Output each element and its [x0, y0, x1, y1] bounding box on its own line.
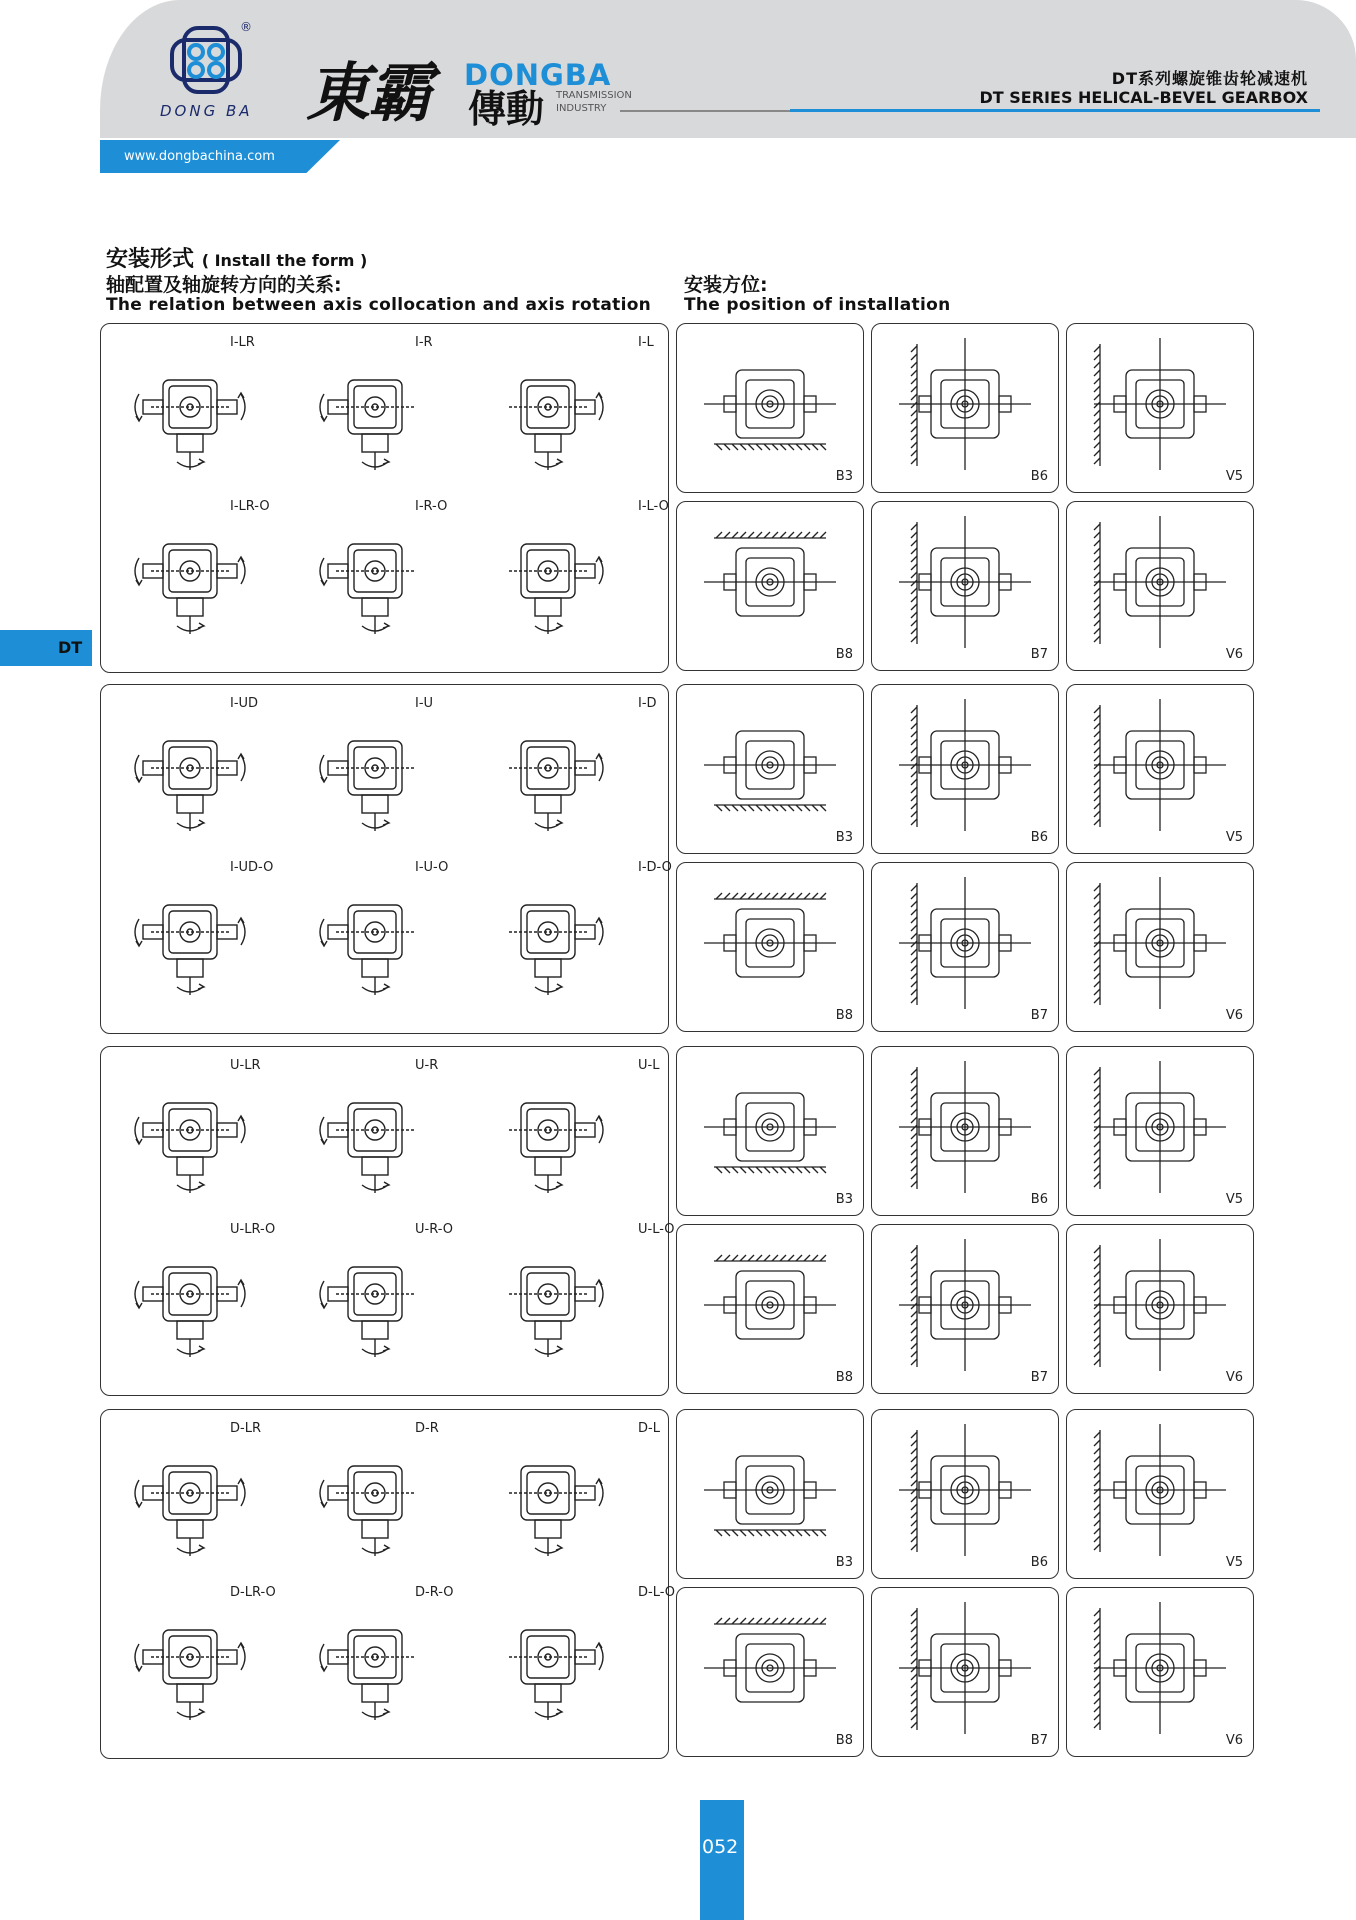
brand-sub-industry: INDUSTRY [556, 103, 607, 114]
position-code: B3 [835, 1192, 853, 1207]
arrangement-label: D-LR-O [230, 1585, 276, 1600]
arrangement-label: I-UD [230, 696, 259, 711]
series-title-en: DT SERIES HELICAL-BEVEL GEARBOX [979, 88, 1308, 107]
page-number-bar [700, 1800, 744, 1920]
section-title-cn: 安装形式 [106, 247, 195, 272]
gearbox-diagram-icon [310, 1237, 440, 1367]
position-cell [1066, 862, 1254, 1032]
position-code: B7 [1030, 1370, 1048, 1385]
position-code: B6 [1030, 469, 1048, 484]
gearbox-diagram-icon [310, 875, 440, 1005]
mounting-position-icon [872, 1410, 1058, 1578]
gearbox-diagram-icon [483, 350, 613, 480]
header-rule [620, 110, 790, 112]
arrangement-label: I-U [415, 696, 434, 711]
position-code: V6 [1225, 647, 1243, 662]
mounting-position-icon [872, 863, 1058, 1031]
arrangement-label: U-L-O [638, 1222, 675, 1237]
gearbox-diagram-icon [310, 350, 440, 480]
position-code: V6 [1225, 1370, 1243, 1385]
mounting-position-icon [872, 502, 1058, 670]
position-cell [676, 1046, 864, 1216]
gearbox-diagram-icon [483, 1600, 613, 1730]
mounting-position-icon [1067, 863, 1253, 1031]
mounting-position-icon [677, 863, 863, 1031]
mounting-position-icon [677, 1225, 863, 1393]
position-code: B6 [1030, 1192, 1048, 1207]
side-tab-label: DT [58, 638, 83, 657]
gearbox-diagram-icon [125, 1600, 255, 1730]
position-cell [676, 323, 864, 493]
left-heading-cn: 轴配置及轴旋转方向的关系: [106, 274, 342, 296]
arrangement-label: U-L [638, 1058, 660, 1073]
mounting-position-icon [1067, 1588, 1253, 1756]
right-heading-en: The position of installation [684, 295, 951, 315]
position-code: V6 [1225, 1733, 1243, 1748]
brand-sub-transmission: TRANSMISSION [556, 90, 632, 101]
position-code: B8 [835, 647, 853, 662]
position-cell [871, 323, 1059, 493]
mounting-position-icon [677, 1410, 863, 1578]
gearbox-diagram-icon [310, 1600, 440, 1730]
position-code: V5 [1225, 830, 1243, 845]
position-cell [871, 501, 1059, 671]
position-cell [871, 1224, 1059, 1394]
arrangement-label: I-D [638, 696, 657, 711]
left-heading-en: The relation between axis collocation and axis rotation [106, 295, 652, 315]
gearbox-diagram-icon [483, 1237, 613, 1367]
position-cell [676, 1224, 864, 1394]
mounting-position-icon [872, 1588, 1058, 1756]
position-cell [676, 501, 864, 671]
mounting-position-icon [1067, 502, 1253, 670]
position-code: V5 [1225, 1192, 1243, 1207]
arrangement-label: U-R-O [415, 1222, 453, 1237]
position-cell [1066, 501, 1254, 671]
gearbox-diagram-icon [310, 711, 440, 841]
header-rule-blue [790, 109, 1320, 112]
position-cell [676, 862, 864, 1032]
mounting-position-icon [677, 1588, 863, 1756]
gearbox-diagram-icon [310, 514, 440, 644]
position-code: V5 [1225, 1555, 1243, 1570]
arrangement-label: U-LR-O [230, 1222, 276, 1237]
gearbox-diagram-icon [483, 875, 613, 1005]
gearbox-diagram-icon [310, 1073, 440, 1203]
section-title-en: ( Install the form ) [201, 251, 368, 270]
arrangement-label: U-LR [230, 1058, 261, 1073]
series-title-cn: DT系列螺旋锥齿轮减速机 [1111, 69, 1308, 88]
mounting-position-icon [677, 324, 863, 492]
position-cell [871, 1409, 1059, 1579]
gearbox-diagram-icon [125, 1237, 255, 1367]
position-cell [1066, 1587, 1254, 1757]
arrangement-label: I-L [638, 335, 654, 350]
section-title [106, 242, 367, 273]
arrangement-label: I-U-O [415, 860, 449, 875]
arrangement-label: D-L-O [638, 1585, 676, 1600]
gearbox-diagram-icon [310, 1436, 440, 1566]
arrangement-label: D-LR [230, 1421, 261, 1436]
position-code: B8 [835, 1008, 853, 1023]
position-cell [1066, 684, 1254, 854]
position-cell [871, 684, 1059, 854]
brand-name-cn: 東霸 [306, 56, 430, 131]
logo-caption: DONG BA [160, 102, 253, 120]
gearbox-diagram-icon [125, 350, 255, 480]
mounting-position-icon [1067, 685, 1253, 853]
position-code: V6 [1225, 1008, 1243, 1023]
mounting-position-icon [872, 685, 1058, 853]
position-cell [1066, 1224, 1254, 1394]
arrangement-label: I-LR [230, 335, 255, 350]
dongba-logo-icon [166, 24, 246, 96]
gearbox-diagram-icon [483, 514, 613, 644]
position-code: B7 [1030, 1008, 1048, 1023]
position-cell [1066, 1046, 1254, 1216]
mounting-position-icon [677, 502, 863, 670]
position-cell [871, 862, 1059, 1032]
position-code: B3 [835, 469, 853, 484]
mounting-position-icon [872, 324, 1058, 492]
arrangement-label: I-L-O [638, 499, 669, 514]
mounting-position-icon [1067, 1410, 1253, 1578]
gearbox-diagram-icon [483, 1073, 613, 1203]
gearbox-diagram-icon [483, 711, 613, 841]
gearbox-diagram-icon [125, 711, 255, 841]
position-code: B7 [1030, 647, 1048, 662]
position-cell [676, 1587, 864, 1757]
position-cell [871, 1046, 1059, 1216]
position-code: B3 [835, 830, 853, 845]
position-cell [676, 684, 864, 854]
arrangement-label: I-D-O [638, 860, 672, 875]
position-cell [871, 1587, 1059, 1757]
mounting-position-icon [872, 1225, 1058, 1393]
brand-name-cn-2: 傳動 [468, 86, 545, 131]
arrangement-label: I-R [415, 335, 433, 350]
mounting-position-icon [1067, 1225, 1253, 1393]
mounting-position-icon [677, 685, 863, 853]
right-heading-cn: 安装方位: [684, 274, 768, 296]
position-code: B8 [835, 1370, 853, 1385]
arrangement-label: D-L [638, 1421, 660, 1436]
position-code: B6 [1030, 830, 1048, 845]
arrangement-label: I-R-O [415, 499, 448, 514]
position-code: B8 [835, 1733, 853, 1748]
page-number: 052 [702, 1836, 739, 1858]
position-cell [676, 1409, 864, 1579]
brand-name-en: DONGBA [464, 58, 612, 92]
position-cell [1066, 323, 1254, 493]
gearbox-diagram-icon [125, 514, 255, 644]
arrangement-label: U-R [415, 1058, 439, 1073]
position-code: B6 [1030, 1555, 1048, 1570]
mounting-position-icon [1067, 324, 1253, 492]
position-cell [1066, 1409, 1254, 1579]
mounting-position-icon [677, 1047, 863, 1215]
gearbox-diagram-icon [483, 1436, 613, 1566]
position-code: B7 [1030, 1733, 1048, 1748]
mounting-position-icon [1067, 1047, 1253, 1215]
registered-mark: ® [240, 20, 252, 34]
arrangement-label: D-R [415, 1421, 439, 1436]
website-link[interactable]: www.dongbachina.com [124, 149, 275, 164]
gearbox-diagram-icon [125, 1073, 255, 1203]
gearbox-diagram-icon [125, 1436, 255, 1566]
arrangement-label: I-UD-O [230, 860, 274, 875]
arrangement-label: D-R-O [415, 1585, 454, 1600]
position-code: B3 [835, 1555, 853, 1570]
gearbox-diagram-icon [125, 875, 255, 1005]
arrangement-label: I-LR-O [230, 499, 270, 514]
position-code: V5 [1225, 469, 1243, 484]
mounting-position-icon [872, 1047, 1058, 1215]
